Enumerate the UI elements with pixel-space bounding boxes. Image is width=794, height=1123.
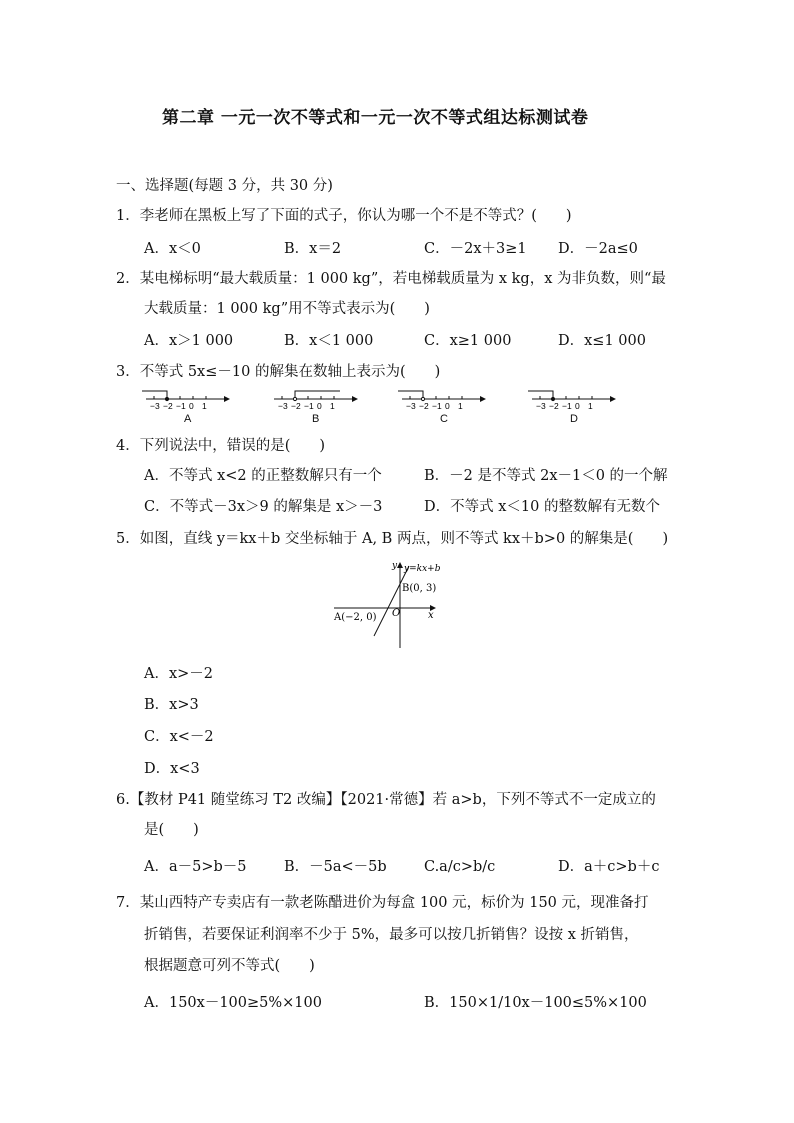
tick-label: −2 [291,401,301,411]
tick-label: 0 [445,401,450,411]
origin-label: O [392,608,401,619]
solution-bracket [295,391,340,399]
q4-option-c: C．不等式－3x＞9 的解集是 x＞－3 [144,499,383,515]
tick-label: −3 [406,401,416,411]
q6-option-b: B．－5a<－5b [284,859,387,875]
endpoint-dot [551,397,554,400]
q1-option-b: B．x＝2 [284,241,342,257]
q2-stem-line2: 大载质量：1 000 kg”用不等式表示为( ) [144,301,430,317]
q5-coordinate-figure [330,558,442,650]
q4-option-d: D．不等式 x＜10 的整数解有无数个 [424,499,660,515]
tick-label: 0 [575,401,580,411]
q4-stem: 4．下列说法中，错误的是( ) [116,438,326,454]
q5-option-a: A．x>－2 [144,666,214,682]
tick-label: −2 [549,401,559,411]
q7-stem-line2: 折销售，若要保证利润率不少于 5%，最多可以按几折销售？设按 x 折销售， [144,927,639,943]
q3-stem: 3．不等式 5x≤－10 的解集在数轴上表示为( ) [116,364,441,380]
q5-option-b: B．x>3 [144,697,199,713]
number-line-caption: B [312,413,320,425]
q6-stem-line2: 是( ) [144,822,199,838]
q6-option-c: C.a/c>b/c [424,859,496,875]
q6-option-d: D．a＋c>b＋c [558,859,660,875]
q1-option-c: C．－2x＋3≥1 [424,241,527,257]
tick-label: −3 [278,401,288,411]
q2-stem-line1: 2．某电梯标明“最大载质量：1 000 kg”，若电梯载质量为 x kg，x 为非负数，则“最 [116,271,666,287]
tick-label: 1 [458,401,463,411]
tick-label: −1 [304,401,314,411]
q2-option-c: C．x≥1 000 [424,333,512,349]
tick-label: −2 [419,401,429,411]
tick-label: 0 [317,401,322,411]
q2-option-b: B．x＜1 000 [284,333,374,349]
number-line-c [398,387,488,413]
point-a-label: A(−2, 0) [334,612,377,623]
tick-label: 1 [588,401,593,411]
q6-option-a: A．a－5>b－5 [144,859,247,875]
page-title: 第二章 一元一次不等式和一元一次不等式组达标测试卷 [162,108,589,128]
q7-stem-line1: 7．某山西特产专卖店有一款老陈醋进价为每盒 100 元，标价为 150 元，现准备打 [116,895,649,911]
number-line-caption: C [440,413,448,425]
endpoint-dot [165,397,168,400]
line-label: y=kx+b [404,564,441,574]
q5-stem: 5．如图，直线 y＝kx＋b 交坐标轴于 A, B 两点，则不等式 kx＋b>0 的解集是( ) [116,531,669,547]
q2-option-d: D．x≤1 000 [558,333,646,349]
number-line-a [142,387,232,413]
axis-arrow [610,396,616,402]
q5-option-d: D．x<3 [144,761,200,777]
q7-option-b: B．150×1/10x－100≤5%×100 [424,995,647,1011]
tick-label: −1 [432,401,442,411]
tick-label: −3 [150,401,160,411]
q5-option-c: C．x<－2 [144,729,214,745]
q7-stem-line3: 根据题意可列不等式( ) [144,958,315,974]
q4-option-a: A．不等式 x<2 的正整数解只有一个 [144,468,382,484]
tick-label: −3 [536,401,546,411]
q6-stem-line1: 6.【教材 P41 随堂练习 T2 改编】【2021·常德】若 a>b，下列不等式不一定成立的 [116,792,656,808]
number-line-b [270,387,360,413]
tick-label: −1 [176,401,186,411]
point-b-label: B(0, 3) [402,583,437,594]
q4-option-b: B．－2 是不等式 2x－1＜0 的一个解 [424,468,668,484]
y-axis-label: y [392,561,398,571]
q7-option-a: A．150x－100≥5%×100 [144,995,322,1011]
axis-arrow [224,396,230,402]
number-line-d [528,387,618,413]
tick-label: −1 [562,401,572,411]
q1-option-a: A．x＜0 [144,241,201,257]
q1-option-d: D．－2a≤0 [558,241,638,257]
x-axis-label: x [428,610,434,621]
number-line-caption: A [184,413,192,425]
q2-option-a: A．x＞1 000 [144,333,234,349]
tick-label: 0 [189,401,194,411]
axis-arrow [480,396,486,402]
axis-arrow [352,396,358,402]
tick-label: 1 [330,401,335,411]
endpoint-dot [421,397,424,400]
tick-label: 1 [202,401,207,411]
q1-stem: 1．李老师在黑板上写了下面的式子，你认为哪一个不是不等式？( ) [116,208,572,224]
tick-label: −2 [163,401,173,411]
endpoint-dot [293,397,296,400]
section-heading: 一、选择题(每题 3 分，共 30 分) [116,178,333,194]
line-kx-b [374,566,409,636]
number-line-caption: D [570,413,578,425]
y-axis-arrow [397,562,403,568]
